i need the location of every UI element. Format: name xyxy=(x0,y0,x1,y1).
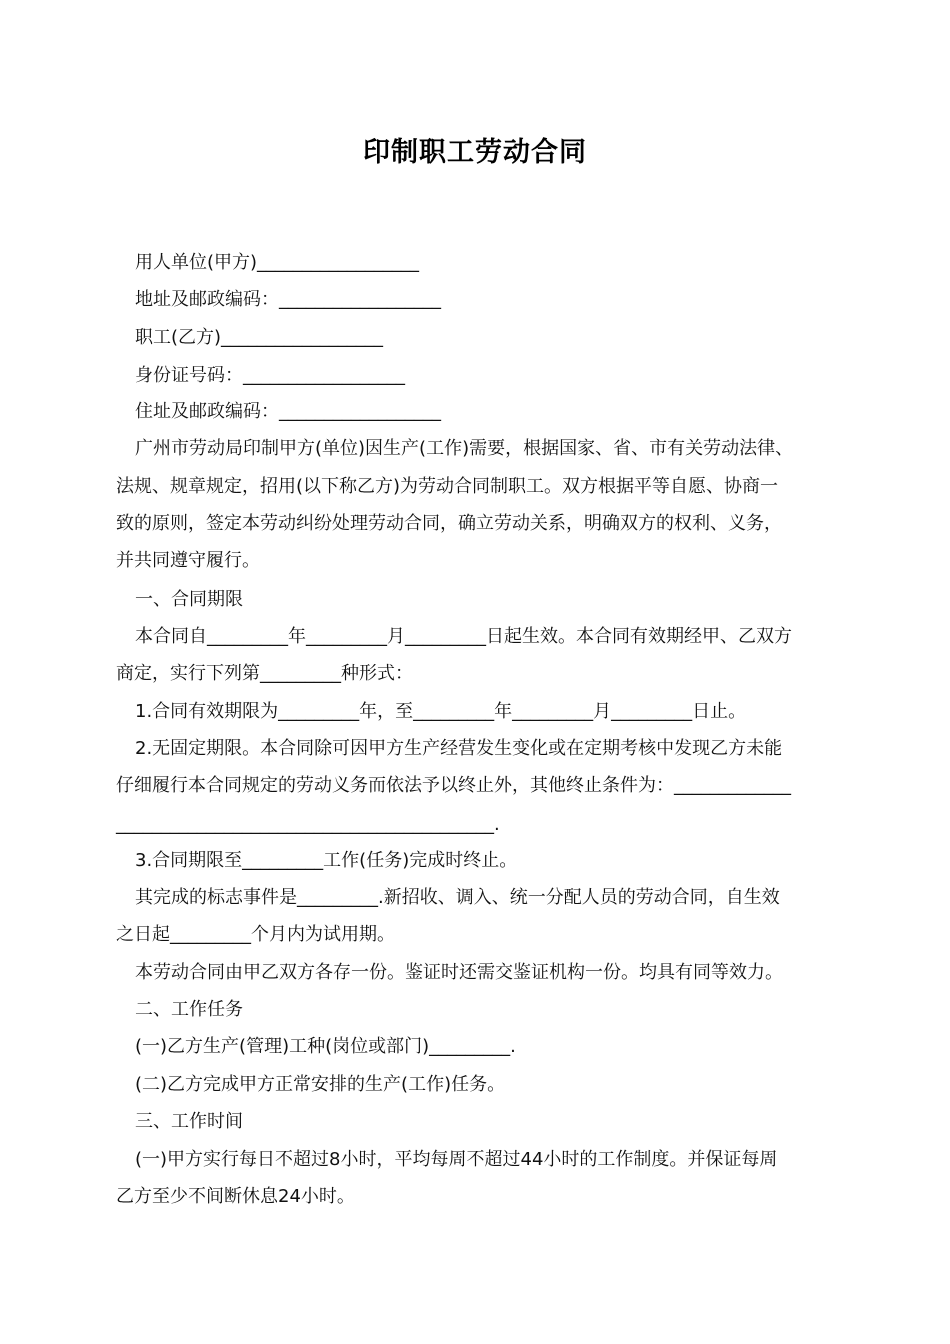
paragraph-line: 商定，实行下列第_________种形式： xyxy=(116,663,413,684)
paragraph-line: 并共同遵守履行。 xyxy=(116,550,260,571)
section-heading: 二、工作任务 xyxy=(135,999,243,1020)
paragraph-line: 法规、规章规定，招用(以下称乙方)为劳动合同制职工。双方根据平等自愿、协商一 xyxy=(116,476,779,497)
field-employee-address: 住址及邮政编码：__________________ xyxy=(135,401,441,422)
field-employer: 用人单位(甲方)__________________ xyxy=(135,252,420,273)
paragraph-line: 本合同自_________年_________月_________日起生效。本合同有效期经甲、乙双方 xyxy=(135,626,792,647)
paragraph-line: 仔细履行本合同规定的劳动义务而依法予以终止外，其他终止条件为：_____________ xyxy=(116,775,791,796)
document-title: 印制职工劳动合同 xyxy=(363,137,587,168)
paragraph-line: __________________________________________. xyxy=(116,814,500,835)
paragraph-line: 本劳动合同由甲乙双方各存一份。鉴证时还需交鉴证机构一份。均具有同等效力。 xyxy=(135,962,783,983)
paragraph-line: 致的原则，签定本劳动纠纷处理劳动合同，确立劳动关系，明确双方的权利、义务， xyxy=(116,513,782,534)
field-id-number: 身份证号码：__________________ xyxy=(135,365,405,386)
paragraph-line: 3.合同期限至_________工作(任务)完成时终止。 xyxy=(135,850,518,871)
paragraph-line: (一)甲方实行每日不超过8小时，平均每周不超过44小时的工作制度。并保证每周 xyxy=(135,1149,778,1170)
field-employee: 职工(乙方)__________________ xyxy=(135,327,384,348)
paragraph-line: 其完成的标志事件是_________.新招收、调入、统一分配人员的劳动合同，自生效 xyxy=(135,887,780,908)
section-heading: 三、工作时间 xyxy=(135,1111,243,1132)
paragraph-line: (二)乙方完成甲方正常安排的生产(工作)任务。 xyxy=(135,1074,506,1095)
section-heading: 一、合同期限 xyxy=(135,589,243,610)
field-employer-address: 地址及邮政编码：__________________ xyxy=(135,289,441,310)
paragraph-line: 乙方至少不间断休息24小时。 xyxy=(116,1186,355,1207)
paragraph-line: 2.无固定期限。本合同除可因甲方生产经营发生变化或在定期考核中发现乙方未能 xyxy=(135,738,783,759)
paragraph-line: (一)乙方生产(管理)工种(岗位或部门)_________. xyxy=(135,1036,516,1057)
paragraph-line: 广州市劳动局印制甲方(单位)因生产(工作)需要，根据国家、省、市有关劳动法律、 xyxy=(135,438,794,459)
paragraph-line: 之日起_________个月内为试用期。 xyxy=(116,924,395,945)
paragraph-line: 1.合同有效期限为_________年，至_________年_________月_________日止。 xyxy=(135,701,747,722)
